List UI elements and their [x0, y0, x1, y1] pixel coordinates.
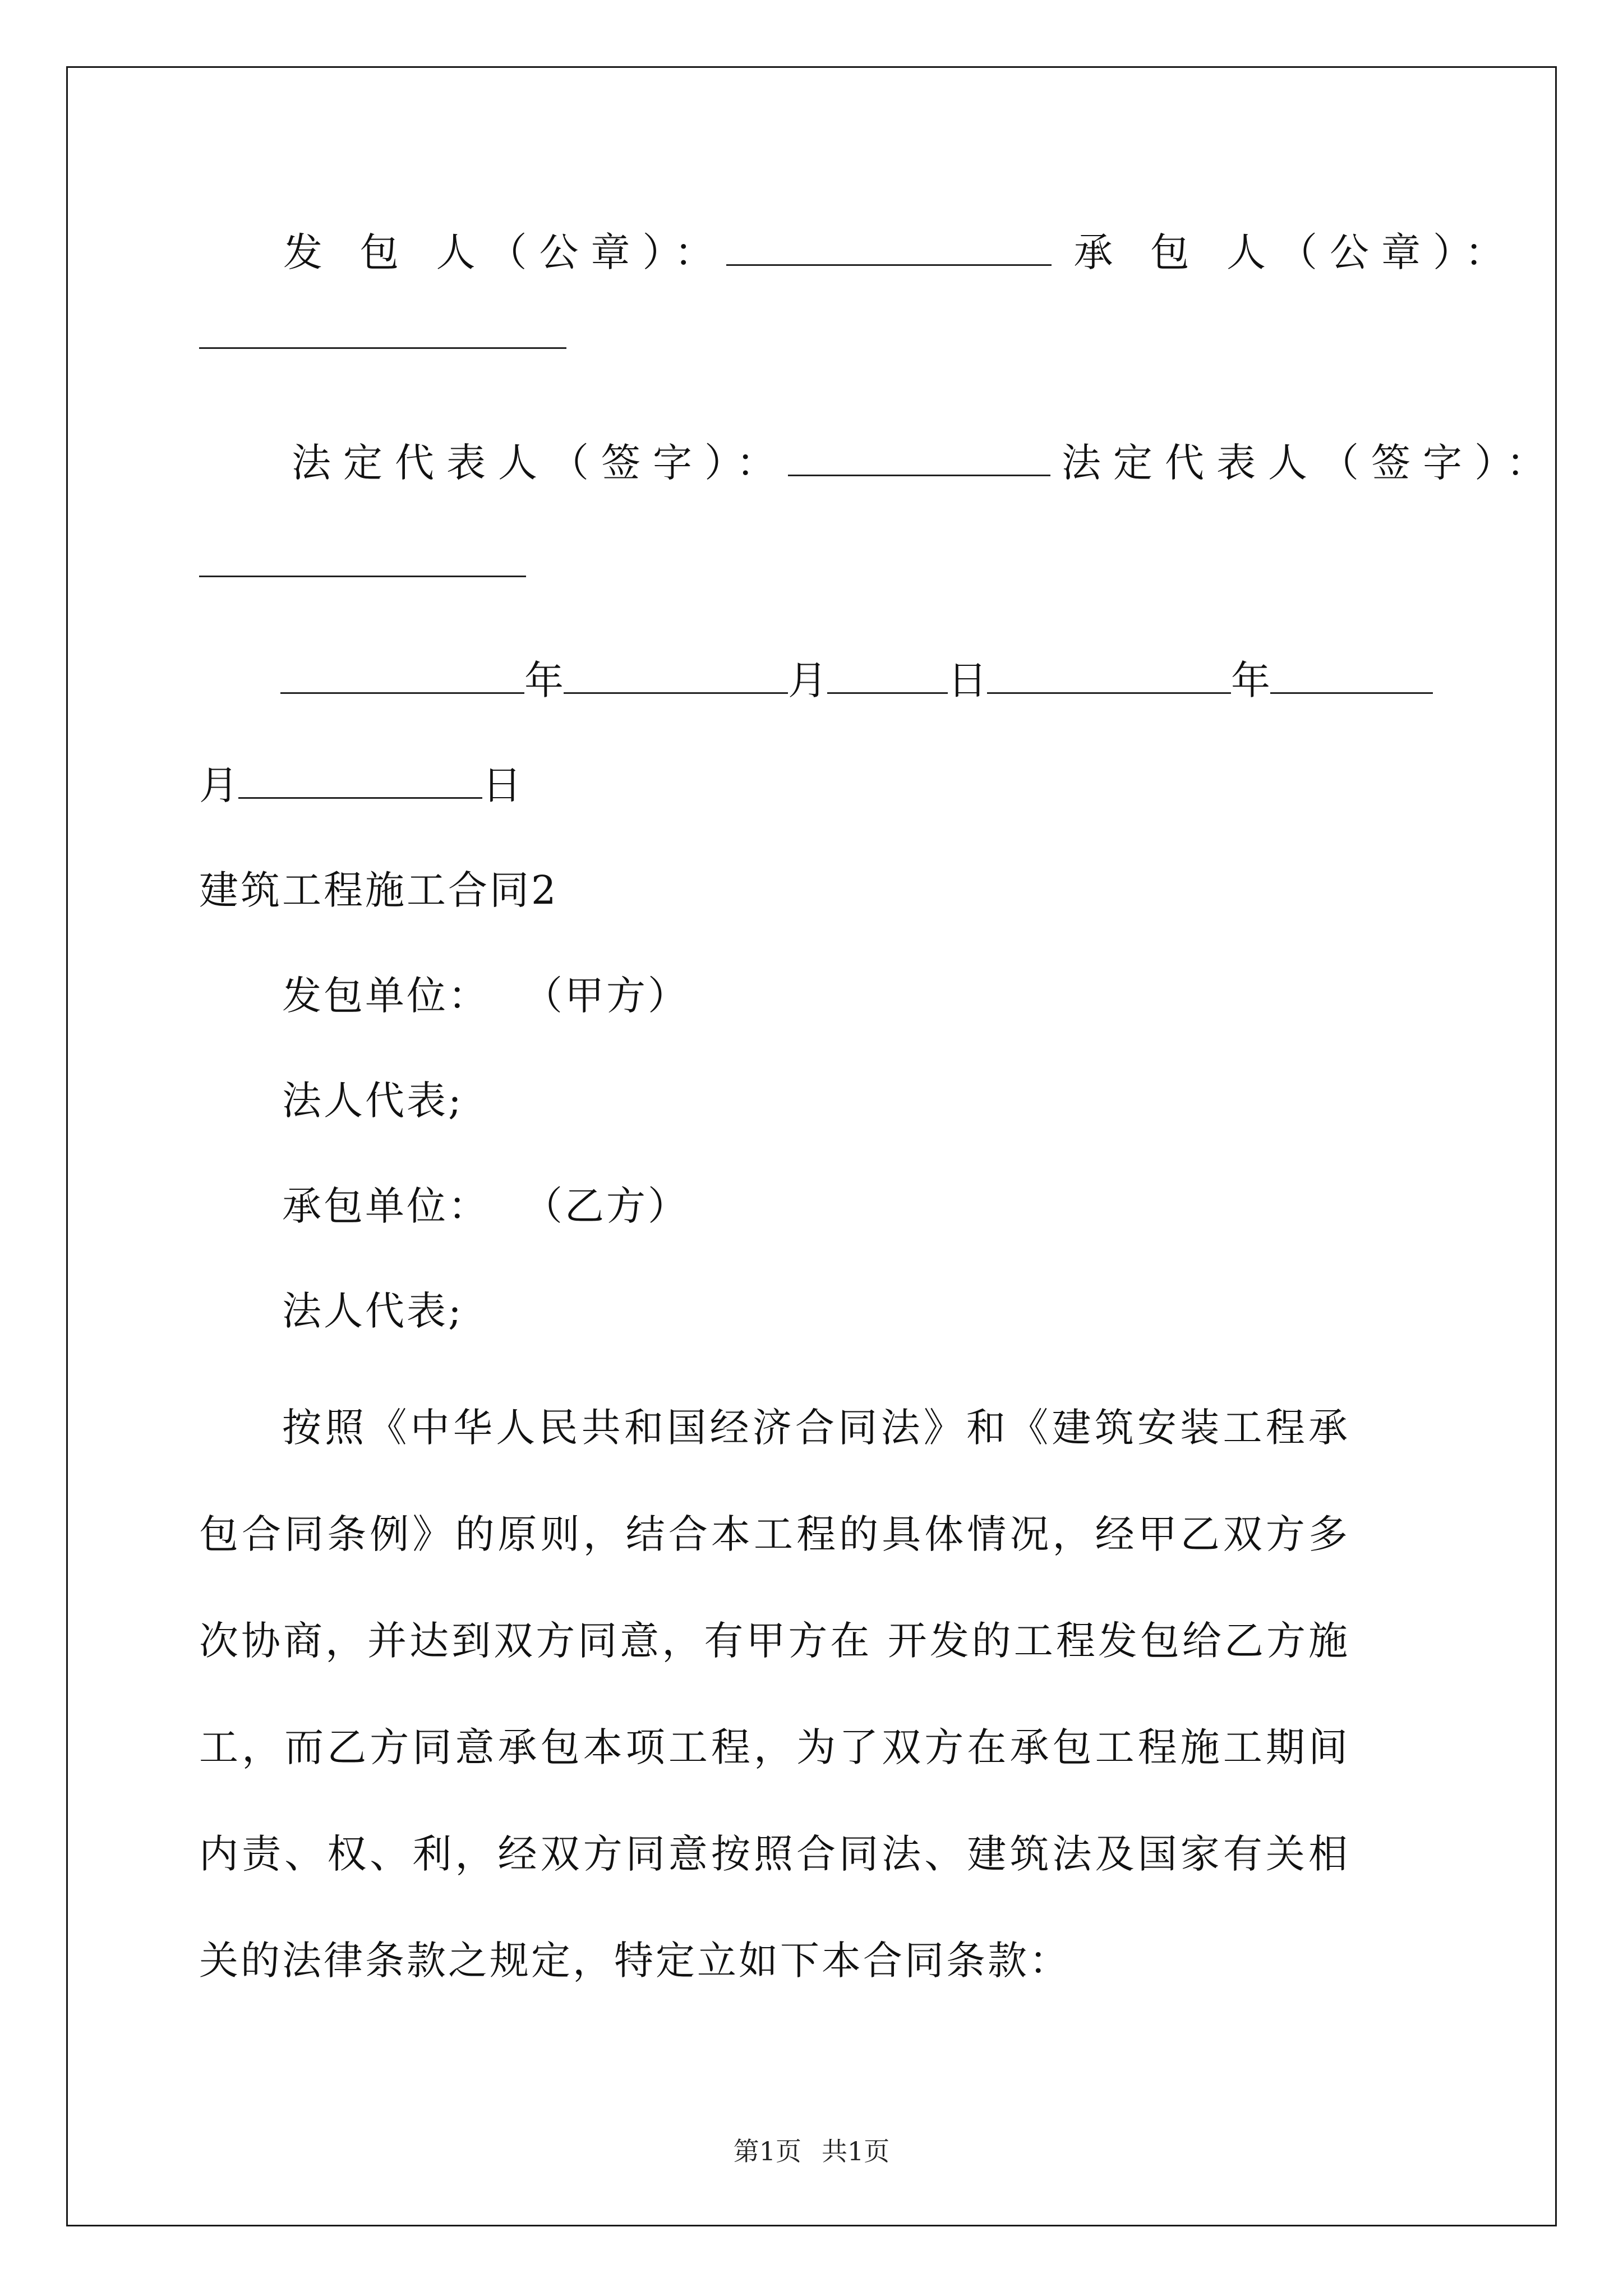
- party-b-month-blank-start[interactable]: [1270, 656, 1433, 694]
- party-b-seal-blank[interactable]: [199, 311, 566, 349]
- contractor-line: [282, 1178, 689, 1234]
- day-char: 日: [948, 657, 987, 703]
- party-b-rep-blank[interactable]: [199, 540, 526, 577]
- party-a-year-blank[interactable]: [280, 656, 524, 694]
- party-a-month-blank[interactable]: [564, 656, 788, 694]
- party-a-rep-label: 法定代表人（签字）：: [292, 440, 788, 486]
- party-a-seal-blank[interactable]: [726, 228, 1052, 266]
- party-b-rep-blank-line: [199, 536, 526, 592]
- year-char-2: 年: [1231, 657, 1270, 703]
- date-line: [280, 652, 1433, 708]
- month-char-2: 月: [199, 762, 238, 808]
- party-a-seal-line: [283, 224, 1516, 280]
- employer-role: （甲方）: [523, 973, 689, 1019]
- party-b-year-blank[interactable]: [987, 656, 1231, 694]
- day-char-2: 日: [482, 762, 522, 808]
- year-char: 年: [524, 657, 564, 703]
- employer-label: 发包单位：: [282, 973, 490, 1019]
- party-b-seal-label: 承 包 人（公章）：: [1073, 229, 1517, 275]
- contractor-rep: 法人代表;: [282, 1288, 464, 1334]
- page-total: 共1页: [822, 2136, 890, 2166]
- party-a-rep-blank[interactable]: [788, 439, 1050, 476]
- preamble-paragraph: 按照《中华人民共和国经济合同法》和《建筑安装工程承包合同条例》的原则，结合本工程的具体情况，经甲乙双方多次协商，并达到双方同意，有甲方在 开发的工程发包给乙方施工，而乙方同意承包本项工程，为了双方在承包工程施工期间内责、权、利，经双方同意按照合同法、建筑法及国家有关相关的法律条款之规定，特定立如下本合同条款：: [199, 1405, 1350, 1984]
- contract-title: 建筑工程施工合同2: [199, 867, 559, 913]
- date-line-cont: [199, 757, 522, 813]
- party-a-rep-line: [292, 435, 1558, 491]
- page-number: 第1页: [733, 2136, 801, 2166]
- party-b-rep-label: 法定代表人（签字）：: [1062, 440, 1558, 486]
- employer-rep: 法人代表;: [282, 1078, 464, 1124]
- party-b-day-blank[interactable]: [238, 761, 482, 799]
- contractor-label: 承包单位：: [282, 1183, 490, 1229]
- party-b-seal-blank-line: [199, 307, 566, 364]
- party-a-seal-label: 发 包 人（公章）：: [283, 229, 726, 275]
- page-footer: [0, 2134, 1623, 2168]
- employer-line: [282, 968, 689, 1024]
- party-a-day-blank[interactable]: [827, 656, 948, 694]
- contractor-role: （乙方）: [523, 1183, 689, 1229]
- month-char: 月: [788, 657, 827, 703]
